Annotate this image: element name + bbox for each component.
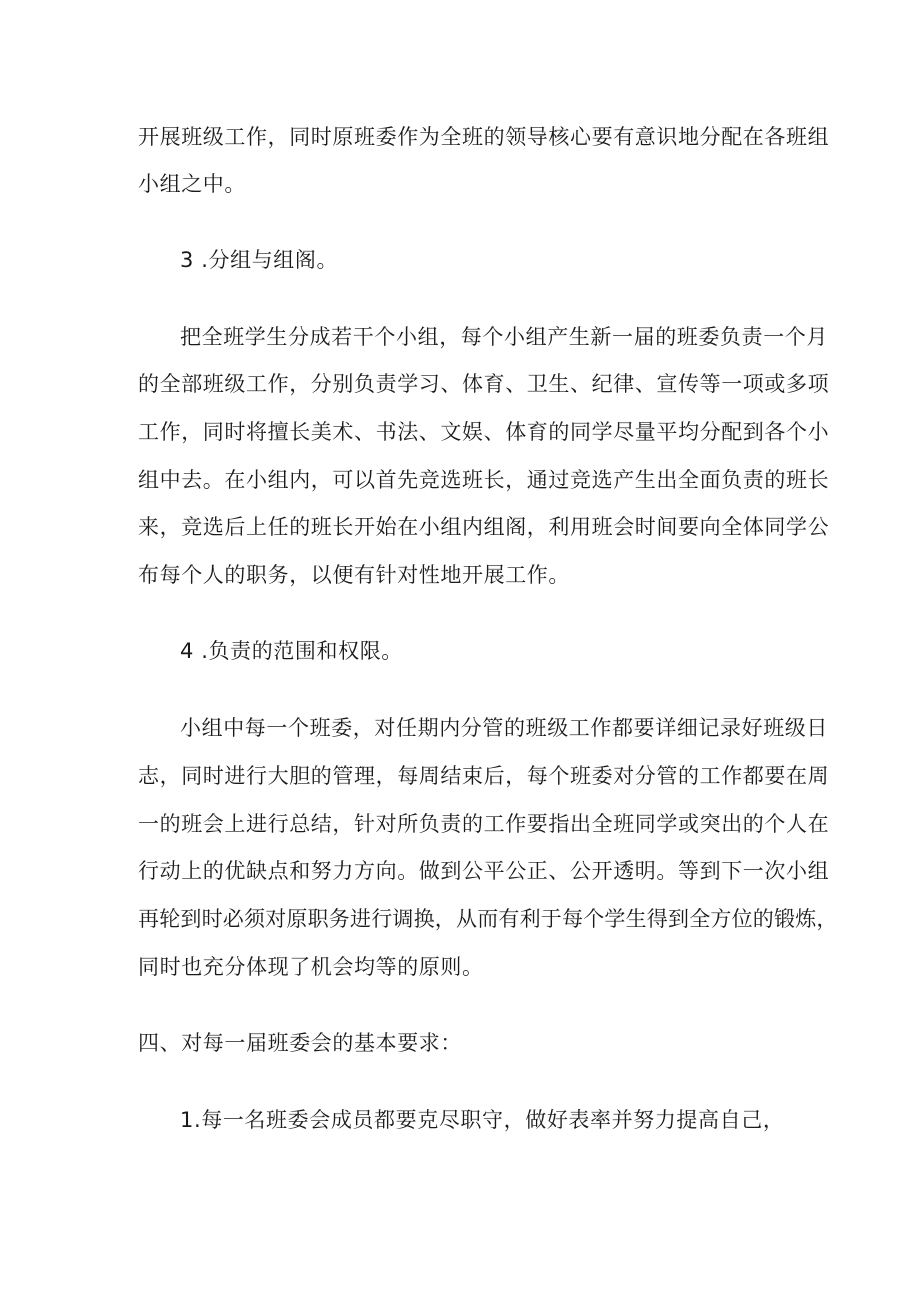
item-1: 1.每一名班委会成员都要克尽职守，做好表率并努力提高自己， [180, 1108, 785, 1132]
paragraph-2-line-3: 工作，同时将擅长美术、书法、文娱、体育的同学尽量平均分配到各个小 [138, 420, 830, 444]
paragraph-1-line-1: 开展班级工作，同时原班委作为全班的领导核心要有意识地分配在各班组 [138, 125, 830, 149]
paragraph-1-line-2: 小组之中。 [138, 172, 246, 196]
paragraph-3-line-1: 小组中每一个班委，对任期内分管的班级工作都要详细记录好班级日 [180, 716, 828, 740]
paragraph-3-line-6: 同时也充分体现了机会均等的原则。 [138, 955, 484, 979]
paragraph-2-line-6: 布每个人的职务，以便有针对性地开展工作。 [138, 563, 570, 587]
paragraph-2-line-5: 来，竞选后上任的班长开始在小组内组阁，利用班会时间要向全体同学公 [138, 515, 830, 539]
paragraph-3-line-3: 一的班会上进行总结，针对所负责的工作要指出全班同学或突出的个人在 [138, 812, 830, 836]
paragraph-3-line-2: 志，同时进行大胆的管理，每周结束后，每个班委对分管的工作都要在周 [138, 764, 830, 788]
heading-4: 4 .负责的范围和权限。 [180, 639, 403, 663]
paragraph-2-line-2: 的全部班级工作，分别负责学习、体育、卫生、纪律、宣传等一项或多项 [138, 372, 830, 396]
section-4-heading: 四、对每一届班委会的基本要求： [138, 1031, 462, 1055]
paragraph-3-line-5: 再轮到时必须对原职务进行调换，从而有利于每个学生得到全方位的锻炼， [138, 907, 838, 931]
paragraph-2-line-4: 组中去。在小组内，可以首先竞选班长，通过竞选产生出全面负责的班长 [138, 468, 830, 492]
paragraph-3-line-4: 行动上的优缺点和努力方向。做到公平公正、公开透明。等到下一次小组 [138, 859, 830, 883]
paragraph-2-line-1: 把全班学生分成若干个小组，每个小组产生新一届的班委负责一个月 [180, 325, 828, 349]
heading-3: 3 .分组与组阁。 [180, 248, 339, 272]
